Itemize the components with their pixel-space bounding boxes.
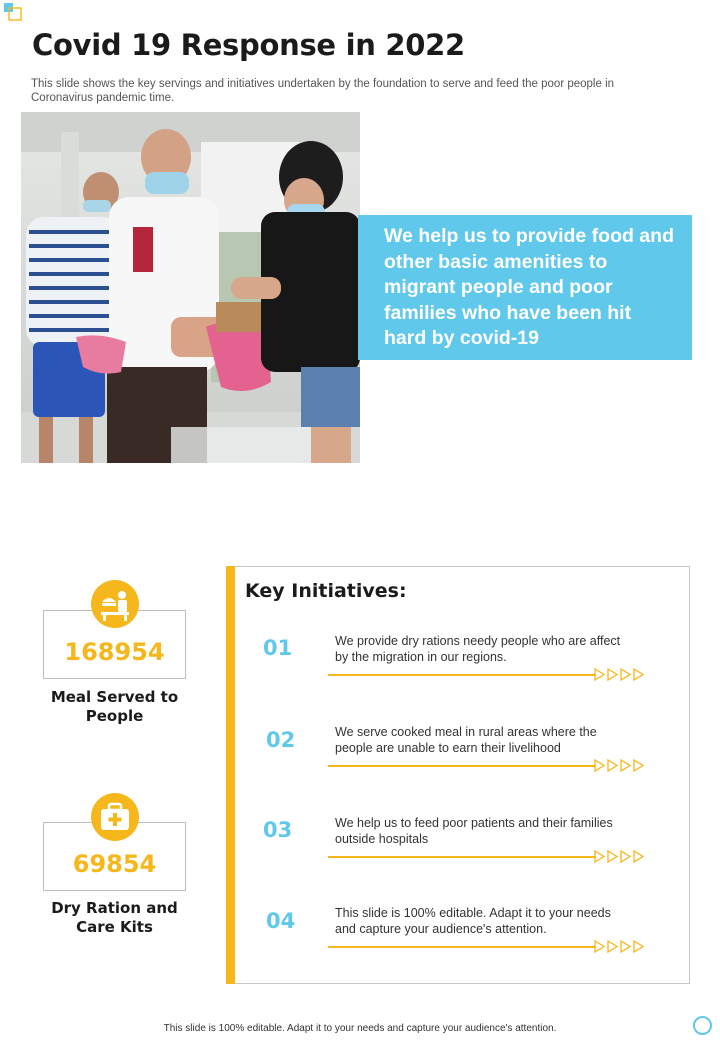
- divider-line: [328, 946, 596, 948]
- divider-line: [328, 765, 596, 767]
- initiatives-title: Key Initiatives:: [245, 580, 407, 602]
- initiative-text: We provide dry rations needy people who are affect by the migration in our regions.: [335, 634, 621, 664]
- divider-line: [328, 856, 596, 858]
- mission-quote-text: We help us to provide food and other basic amenities to migrant people and poor families who have been hit hard by covid-19: [384, 225, 674, 349]
- page-subtitle: This slide shows the key servings and initiatives undertaken by the foundation to serve and feed the poor people in Coronavirus pandemic time.: [31, 78, 615, 104]
- initiative-text: This slide is 100% editable. Adapt it to your needs and capture your audience's attention.: [335, 906, 611, 936]
- arrows-icon: [594, 668, 648, 681]
- stat-value: 69854: [72, 850, 157, 878]
- first-aid-kit-icon: [91, 793, 139, 841]
- footer-note: This slide is 100% editable. Adapt it to your needs and capture your audience's attention.: [163, 1023, 557, 1034]
- page-title: Covid 19 Response in 2022: [32, 28, 465, 62]
- mission-quote-box: [358, 215, 692, 360]
- initiative-text: We help us to feed poor patients and their families outside hospitals: [335, 816, 613, 846]
- food-service-icon: [91, 580, 139, 628]
- divider-line: [328, 674, 596, 676]
- arrows-icon: [594, 940, 648, 953]
- corner-decoration: [4, 3, 22, 21]
- initiative-number: 03: [263, 818, 293, 842]
- initiative-text: We serve cooked meal in rural areas where the people are unable to earn their livelihood: [335, 725, 597, 755]
- corner-ring-decoration: [693, 1016, 712, 1035]
- arrows-icon: [594, 850, 648, 863]
- initiative-number: 04: [266, 909, 296, 933]
- initiative-number: 02: [266, 728, 296, 752]
- stat-label: Meal Served to People: [50, 688, 179, 725]
- initiative-number: 01: [263, 636, 293, 660]
- volunteers-photo: [21, 112, 360, 463]
- stat-value: 168954: [64, 638, 165, 666]
- stat-label: Dry Ration and Care Kits: [51, 899, 178, 936]
- arrows-icon: [594, 759, 648, 772]
- accent-bar: [226, 566, 235, 984]
